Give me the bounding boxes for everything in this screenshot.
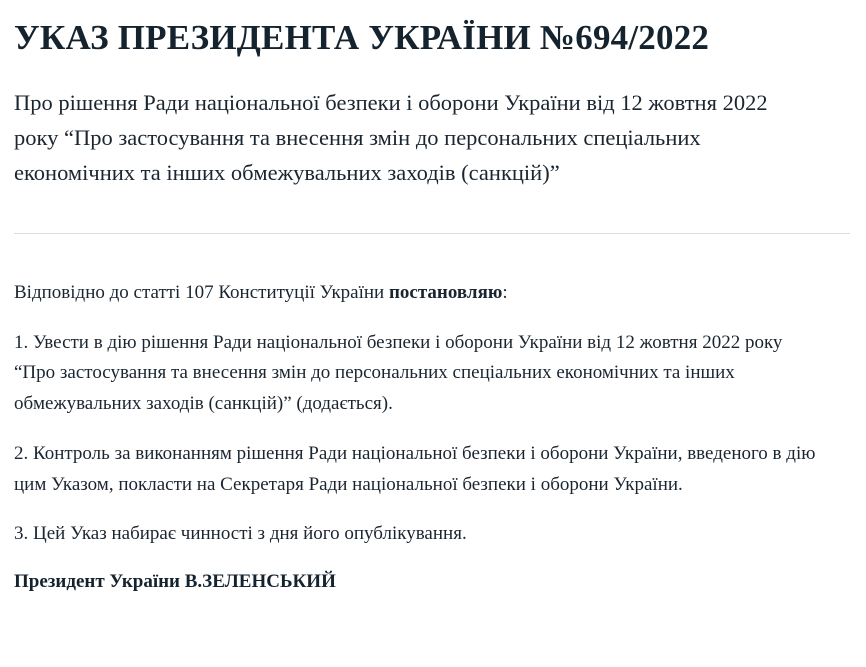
document-body [14, 278, 852, 596]
body-paragraph-2: 2. Контроль за виконанням рішення Ради національної безпеки і оборони України, введеного в дію цим Указом, покласти на Секретаря Ради національної безпеки і оборони України. [14, 442, 816, 495]
body-paragraph-1: 1. Увести в дію рішення Ради національної безпеки і оборони України від 12 жовтня 2022 року “Про застосування та внесення змін до персональних спеціальних економічних та інших обмежувальних заходів (санкцій)” (додається). [14, 331, 783, 415]
intro-paragraph [14, 278, 824, 309]
signature-line: Президент України В.ЗЕЛЕНСЬКИЙ [14, 571, 336, 593]
intro-tail-text: : [502, 281, 508, 303]
page-title: УКАЗ ПРЕЗИДЕНТА УКРАЇНИ №694/2022 [14, 18, 710, 57]
intro-lead-text: Відповідно до статті 107 Конституції України [14, 281, 389, 303]
section-divider [14, 233, 850, 234]
body-paragraph-3: 3. Цей Указ набирає чинності з дня його опублікування. [14, 523, 467, 545]
document-subtitle: Про рішення Ради національної безпеки і оборони України від 12 жовтня 2022 року “Про застосування та внесення змін до персональних спеціальних економічних та інших обмежувальних заходів (санкцій)” [14, 90, 768, 185]
intro-emphasis-text: постановляю [388, 281, 503, 303]
